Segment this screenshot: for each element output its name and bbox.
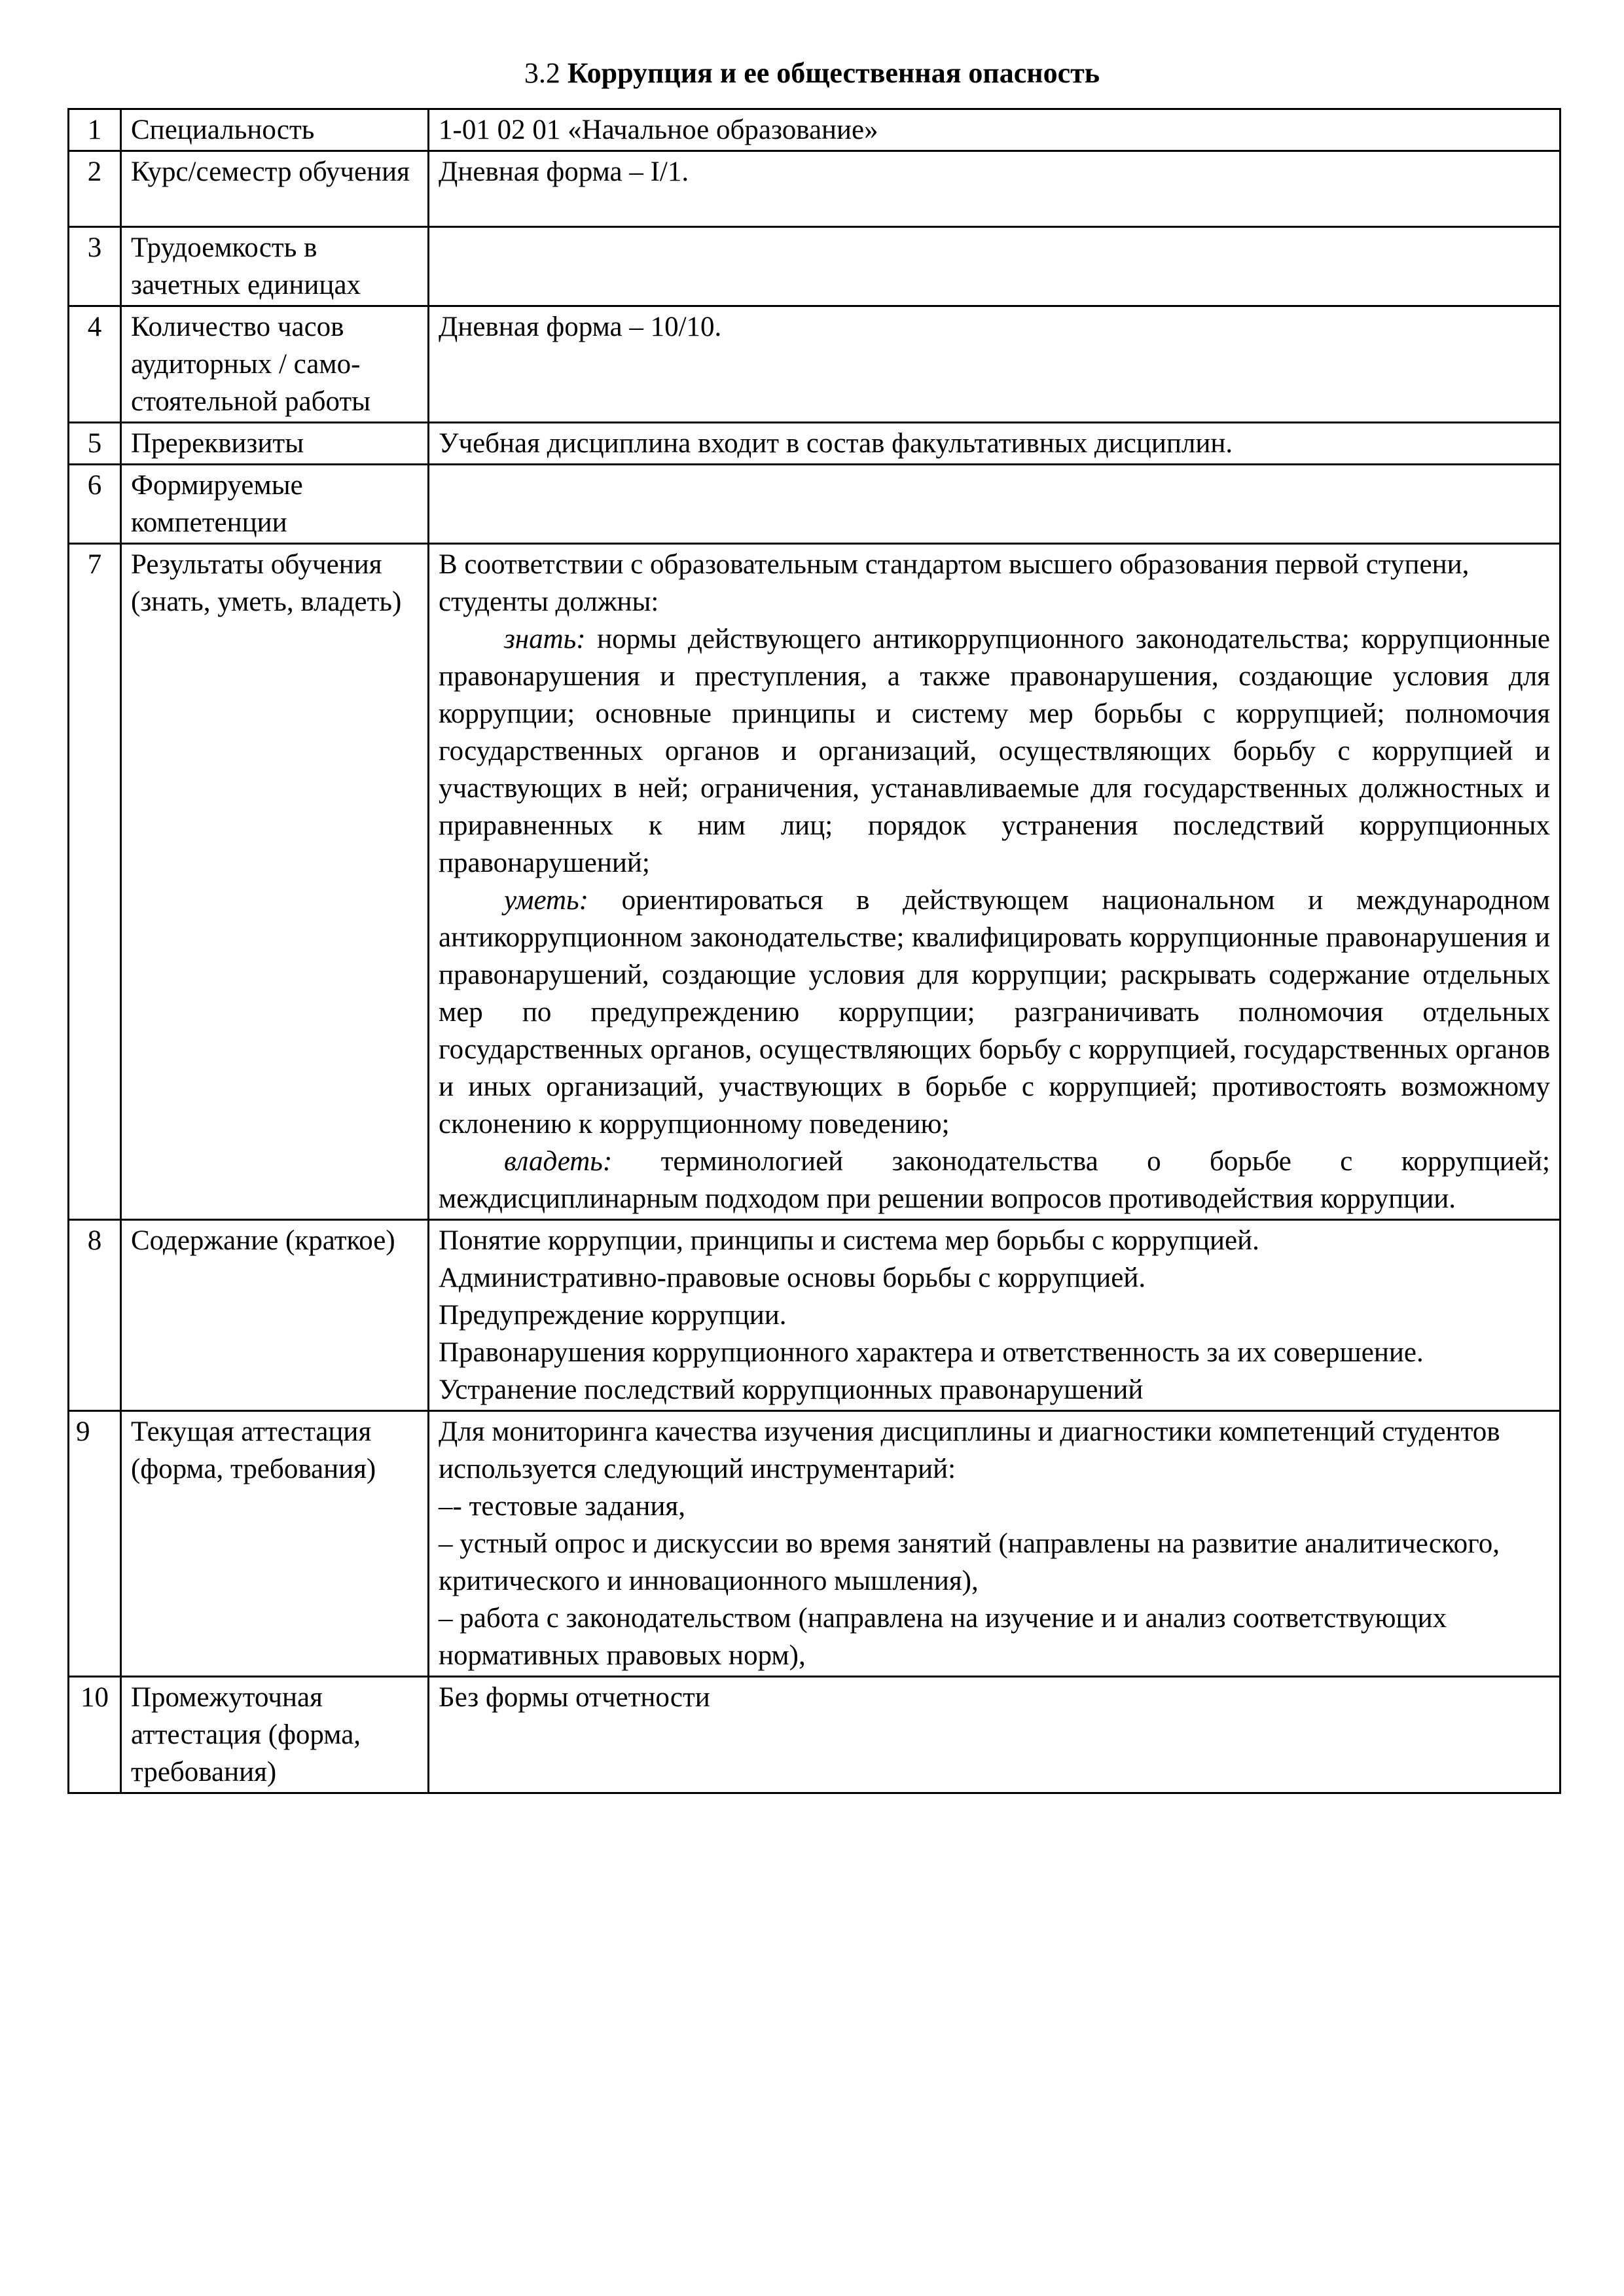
table-row (69, 544, 1561, 1220)
table-row (69, 465, 1561, 544)
row-number: 8 (69, 1220, 121, 1411)
row-label-course: Курс/семестр обучения (121, 151, 429, 227)
row-label-prerequisites: Пререквизиты (121, 423, 429, 465)
outcomes-intro: В соответствии с образовательным стандартом высшего образования первой ступени, студенты должны: (439, 549, 1470, 617)
row-value-outcomes (429, 544, 1561, 1220)
row-label-outcomes: Результаты обучения (знать, уметь, владеть) (121, 544, 429, 1220)
row-label-competencies: Формируемые компетенции (121, 465, 429, 544)
know-label: знать: (504, 624, 586, 655)
table-row (69, 1220, 1561, 1411)
know-text: нормы действующего антикоррупционного законодательства; коррупционные правонарушения и преступления, а также правонарушения, создающие условия для коррупции; основные принципы и систему мер борьбы с коррупцией; полномочия государственных органов и организаций, осуществляющих борьбу с коррупцией и участвующих в ней; ограничения, устанавливаемые для государственных должностных и приравненных к ним лиц; порядок устранения последствий коррупционных правонарушений; (439, 624, 1550, 878)
table-row (69, 151, 1561, 227)
table-row (69, 109, 1561, 151)
row-number: 9 (69, 1411, 121, 1677)
row-label-content: Содержание (краткое) (121, 1220, 429, 1411)
table-row (69, 423, 1561, 465)
row-value-course: Дневная форма – I/1. (429, 151, 1561, 227)
assessment-line: Для мониторинга качества изучения дисциплины и диагностики компетенций студентов используется следующий инструментарий: (439, 1416, 1500, 1484)
can-label: уметь: (504, 885, 588, 916)
row-label-hours: Количество часов аудиторных / само-стоятельной работы (121, 306, 429, 423)
row-number: 3 (69, 227, 121, 306)
row-label-specialty: Специальность (121, 109, 429, 151)
table-row (69, 227, 1561, 306)
row-value-intermediate-assessment: Без формы отчетности (429, 1677, 1561, 1793)
own-text: терминологией законодательства о борьбе с коррупцией; междисциплинарным подходом при решении вопросов противодействия коррупции. (439, 1146, 1550, 1214)
outcomes-own (439, 1143, 1550, 1217)
assessment-line: – устный опрос и дискуссии во время занятий (направлены на развитие аналитического, критического и инновационного мышления), (439, 1528, 1500, 1596)
row-number: 2 (69, 151, 121, 227)
row-label-intermediate-assessment: Промежуточная аттестация (форма, требования) (121, 1677, 429, 1793)
can-text: ориентироваться в действующем национальном и международном антикоррупционном законодательстве; квалифицировать коррупционные правонарушения и правонарушений, создающие условия для коррупции; раскрывать содержание отдельных мер по предупреждению коррупции; разграничивать полномочия отдельных государственных органов, осуществляющих борьбу с коррупцией, государственных органов и иных организаций, участвующих в борьбе с коррупцией; противостоять возможному склонению к коррупционному поведению; (439, 885, 1550, 1139)
outcomes-know (439, 620, 1550, 882)
row-value-hours: Дневная форма – 10/10. (429, 306, 1561, 423)
content-line: Предупреждение коррупции. (439, 1300, 787, 1331)
content-line: Правонарушения коррупционного характера и ответственность за их совершение. (439, 1337, 1424, 1368)
row-value-prerequisites: Учебная дисциплина входит в состав факультативных дисциплин. (429, 423, 1561, 465)
row-value-competencies (429, 465, 1561, 544)
title-text: Коррупция и ее общественная опасность (567, 57, 1100, 89)
row-value-current-assessment (429, 1411, 1561, 1677)
row-number: 1 (69, 109, 121, 151)
row-number: 10 (69, 1677, 121, 1793)
content-line: Административно-правовые основы борьбы с коррупцией. (439, 1263, 1146, 1293)
row-value-content (429, 1220, 1561, 1411)
row-number: 7 (69, 544, 121, 1220)
row-label-current-assessment: Текущая аттестация (форма, требования) (121, 1411, 429, 1677)
assessment-line: – работа с законодательством (направлена на изучение и и анализ соответствующих нормативных правовых норм), (439, 1603, 1447, 1671)
syllabus-table (67, 108, 1561, 1794)
title-section-number: 3.2 (524, 57, 568, 89)
table-row (69, 1677, 1561, 1793)
row-number: 5 (69, 423, 121, 465)
assessment-line: –- тестовые задания, (439, 1491, 685, 1522)
content-line: Устранение последствий коррупционных правонарушений (439, 1374, 1144, 1405)
table-row (69, 1411, 1561, 1677)
row-value-specialty: 1-01 02 01 «Начальное образование» (429, 109, 1561, 151)
content-line: Понятие коррупции, принципы и система мер борьбы с коррупцией. (439, 1225, 1259, 1256)
outcomes-can (439, 882, 1550, 1143)
row-label-credits: Трудоемкость в зачетных единицах (121, 227, 429, 306)
row-number: 4 (69, 306, 121, 423)
row-value-credits (429, 227, 1561, 306)
own-label: владеть: (504, 1146, 613, 1177)
table-row (69, 306, 1561, 423)
row-number: 6 (69, 465, 121, 544)
document-title (0, 54, 1624, 93)
